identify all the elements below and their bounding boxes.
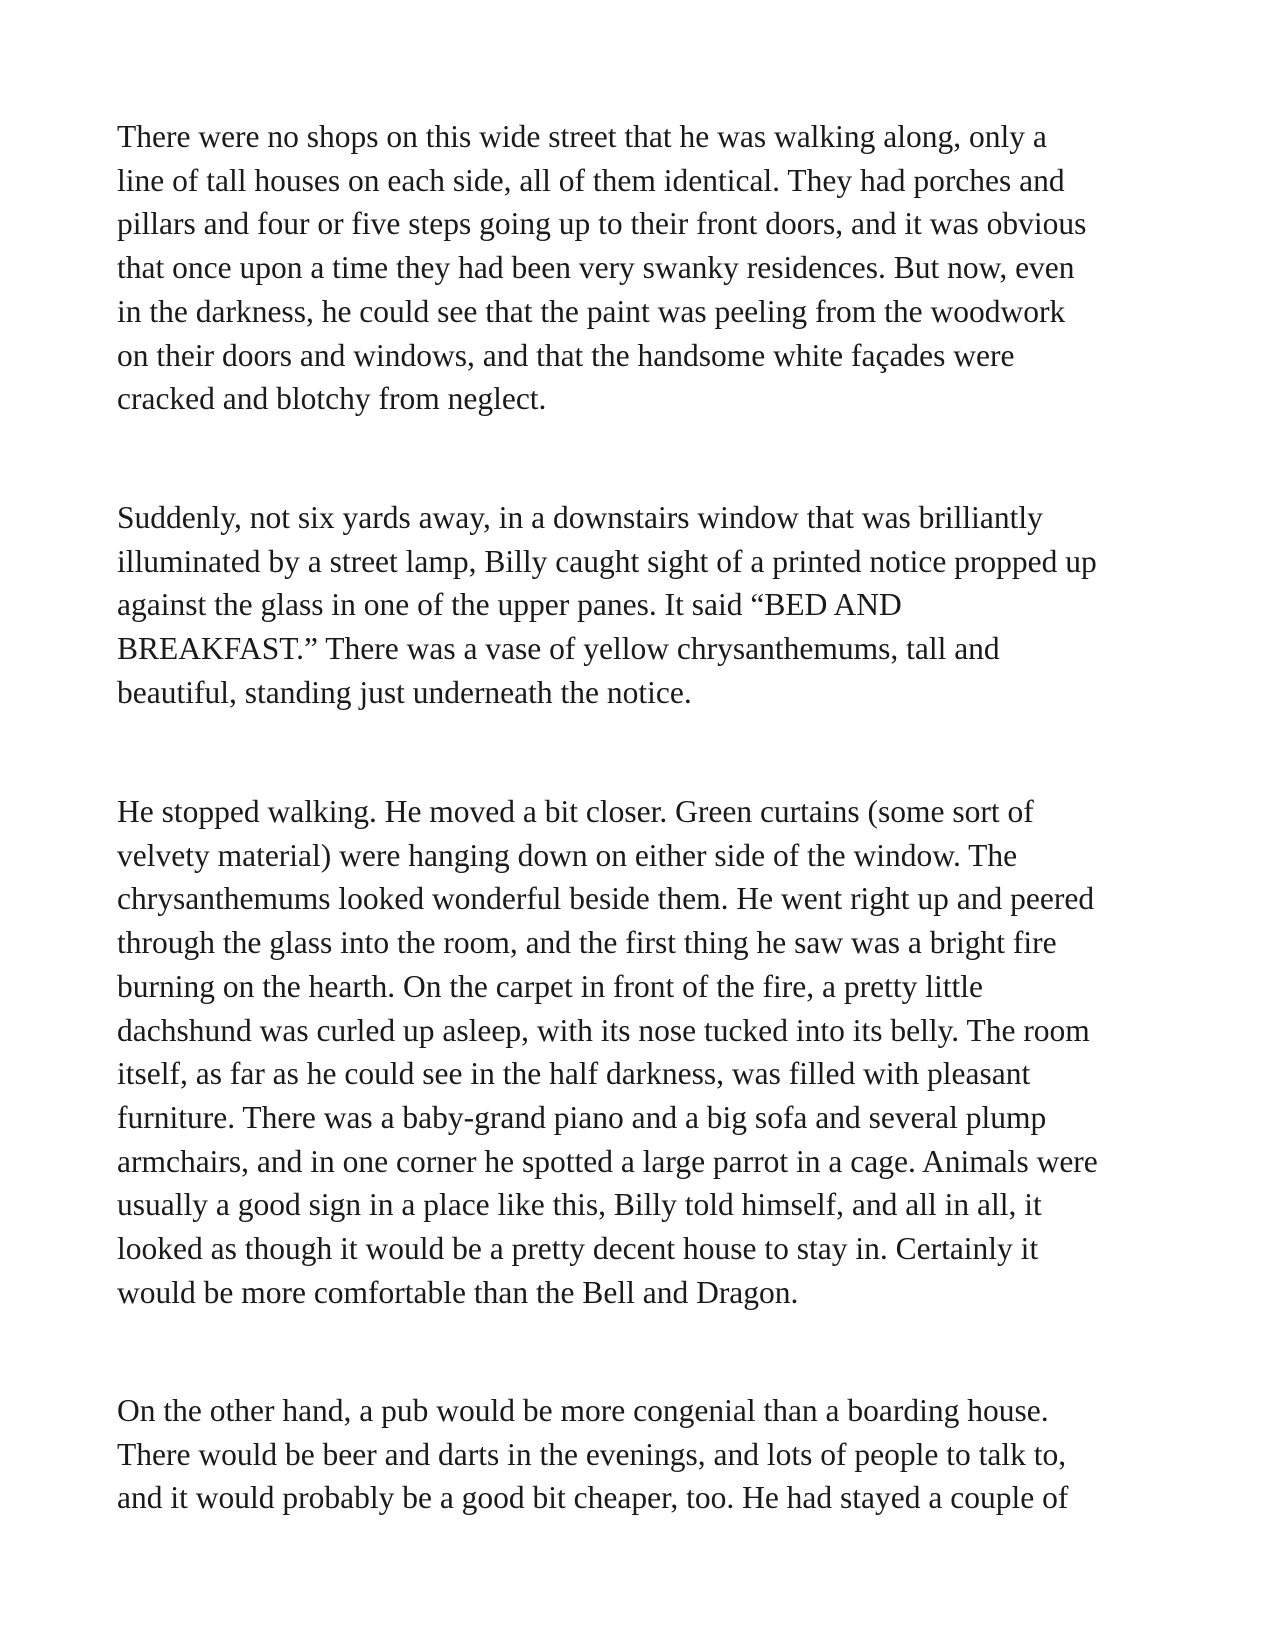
text-line: He stopped walking. He moved a bit closer. Green curtains (some sort of xyxy=(117,794,1034,829)
paragraph-1 xyxy=(117,115,1086,421)
text-line: cracked and blotchy from neglect. xyxy=(117,381,547,417)
text-line: itself, as far as he could see in the half darkness, was filled with pleasant xyxy=(117,1056,1031,1092)
text-line: dachshund was curled up asleep, with its nose tucked into its belly. The room xyxy=(117,1012,1090,1048)
paragraph-3 xyxy=(117,790,1098,1314)
text-line: on their doors and windows, and that the handsome white façades were xyxy=(117,337,1015,373)
text-line: usually a good sign in a place like this, Billy told himself, and all in all, it xyxy=(117,1187,1042,1223)
text-line: On the other hand, a pub would be more congenial than a boarding house. xyxy=(117,1393,1049,1428)
text-line: burning on the hearth. On the carpet in front of the fire, a pretty little xyxy=(117,968,983,1004)
paragraph-2 xyxy=(117,496,1097,715)
text-line: chrysanthemums looked wonderful beside them. He went right up and peered xyxy=(117,881,1095,917)
text-line: line of tall houses on each side, all of them identical. They had porches and xyxy=(117,162,1065,198)
text-line: and it would probably be a good bit cheaper, too. He had stayed a couple of xyxy=(117,1480,1069,1516)
text-line: furniture. There was a baby-grand piano and a big sofa and several plump xyxy=(117,1099,1047,1135)
text-line: through the glass into the room, and the first thing he saw was a bright fire xyxy=(117,925,1057,961)
text-line: in the darkness, he could see that the paint was peeling from the woodwork xyxy=(117,293,1066,329)
text-line: Suddenly, not six yards away, in a downstairs window that was brilliantly xyxy=(117,500,1043,535)
paragraph-4 xyxy=(117,1389,1068,1520)
text-line: pillars and four or five steps going up to their front doors, and it was obvious xyxy=(117,206,1087,242)
text-line: looked as though it would be a pretty decent house to stay in. Certainly it xyxy=(117,1231,1039,1267)
text-line: illuminated by a street lamp, Billy caught sight of a printed notice propped up xyxy=(117,543,1097,579)
text-line: beautiful, standing just underneath the notice. xyxy=(117,674,692,710)
text-line: BREAKFAST.” There was a vase of yellow chrysanthemums, tall and xyxy=(117,631,1000,667)
text-line: velvety material) were hanging down on either side of the window. The xyxy=(117,837,1018,873)
text-line: would be more comfortable than the Bell and Dragon. xyxy=(117,1274,799,1310)
text-line: armchairs, and in one corner he spotted a large parrot in a cage. Animals were xyxy=(117,1143,1098,1179)
text-line: that once upon a time they had been very swanky residences. But now, even xyxy=(117,250,1075,286)
text-line: There would be beer and darts in the evenings, and lots of people to talk to, xyxy=(117,1436,1067,1472)
text-line: There were no shops on this wide street that he was walking along, only a xyxy=(117,119,1047,154)
text-line: against the glass in one of the upper panes. It said “BED AND xyxy=(117,587,902,623)
